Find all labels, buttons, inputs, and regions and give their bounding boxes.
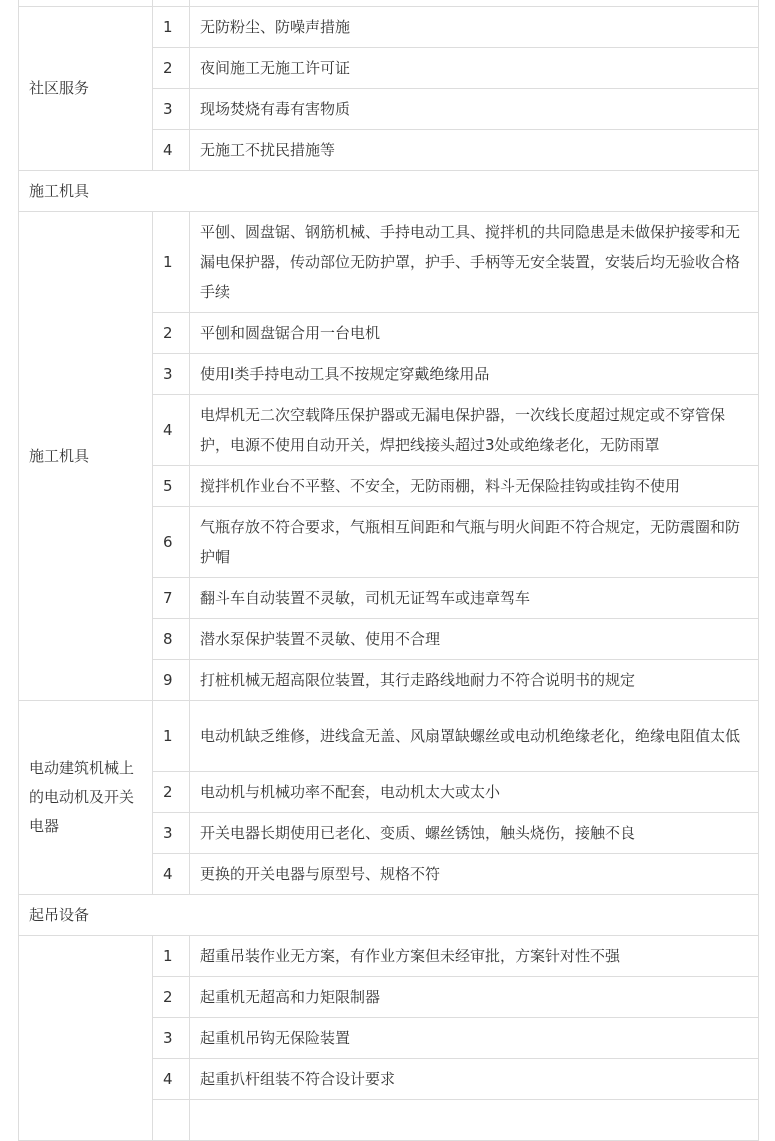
item-text: 夜间施工无施工许可证 [190,48,759,89]
item-text: 打桩机械无超高限位装置，其行走路线地耐力不符合说明书的规定 [190,660,759,701]
section-header-row [19,895,759,936]
item-number: 7 [153,578,190,619]
item-text: 潜水泵保护装置不灵敏、使用不合理 [190,619,759,660]
section-header-row [19,171,759,212]
table-row [19,701,759,772]
item-number: 1 [153,701,190,772]
section-header: 施工机具 [19,171,759,212]
item-text: 现场焚烧有毒有害物质 [190,89,759,130]
category-cell: 电动建筑机械上的电动机及开关电器 [19,701,153,895]
category-cell: 社区服务 [19,7,153,171]
item-number: 4 [153,1059,190,1100]
item-number: 1 [153,936,190,977]
item-number: 9 [153,660,190,701]
item-text: 气瓶存放不符合要求，气瓶相互间距和气瓶与明火间距不符合规定，无防震圈和防护帽 [190,507,759,578]
hazard-table [18,0,759,1141]
item-number: 1 [153,212,190,313]
item-number: 6 [153,507,190,578]
item-number: 3 [153,354,190,395]
item-text: 电动机与机械功率不配套，电动机太大或太小 [190,772,759,813]
table-row [19,212,759,313]
section-header: 起吊设备 [19,895,759,936]
item-text: 电焊机无二次空载降压保护器或无漏电保护器，一次线长度超过规定或不穿管保护，电源不使用自动开关，焊把线接头超过3处或绝缘老化，无防雨罩 [190,395,759,466]
item-text: 使用I类手持电动工具不按规定穿戴绝缘用品 [190,354,759,395]
item-number: 4 [153,854,190,895]
item-number [153,1100,190,1141]
item-number: 2 [153,313,190,354]
item-text: 起重机无超高和力矩限制器 [190,977,759,1018]
item-number: 1 [153,7,190,48]
item-number: 3 [153,813,190,854]
item-number: 4 [153,130,190,171]
item-text: 超重吊装作业无方案，有作业方案但未经审批，方案针对性不强 [190,936,759,977]
item-text: 翻斗车自动装置不灵敏，司机无证驾车或违章驾车 [190,578,759,619]
item-text: 开关电器长期使用已老化、变质、螺丝锈蚀，触头烧伤，接触不良 [190,813,759,854]
item-text: 无施工不扰民措施等 [190,130,759,171]
category-cell: 施工机具 [19,212,153,701]
item-text [190,1100,759,1141]
item-number: 4 [153,395,190,466]
item-number: 2 [153,772,190,813]
item-text: 无防粉尘、防噪声措施 [190,7,759,48]
item-text: 更换的开关电器与原型号、规格不符 [190,854,759,895]
item-number: 5 [153,466,190,507]
item-number: 3 [153,1018,190,1059]
table-row [19,7,759,48]
item-text: 电动机缺乏维修，进线盒无盖、风扇罩缺螺丝或电动机绝缘老化，绝缘电阻值太低 [190,701,759,772]
category-cell [19,936,153,1141]
table-row [19,936,759,977]
item-text: 平刨和圆盘锯合用一台电机 [190,313,759,354]
item-text: 平刨、圆盘锯、钢筋机械、手持电动工具、搅拌机的共同隐患是未做保护接零和无漏电保护器，传动部位无防护罩，护手、手柄等无安全装置，安装后均无验收合格手续 [190,212,759,313]
item-number: 2 [153,977,190,1018]
item-number: 3 [153,89,190,130]
item-text: 起重机吊钩无保险装置 [190,1018,759,1059]
item-number: 8 [153,619,190,660]
item-text: 起重扒杆组装不符合设计要求 [190,1059,759,1100]
item-number: 2 [153,48,190,89]
item-text: 搅拌机作业台不平整、不安全，无防雨棚，料斗无保险挂钩或挂钩不使用 [190,466,759,507]
